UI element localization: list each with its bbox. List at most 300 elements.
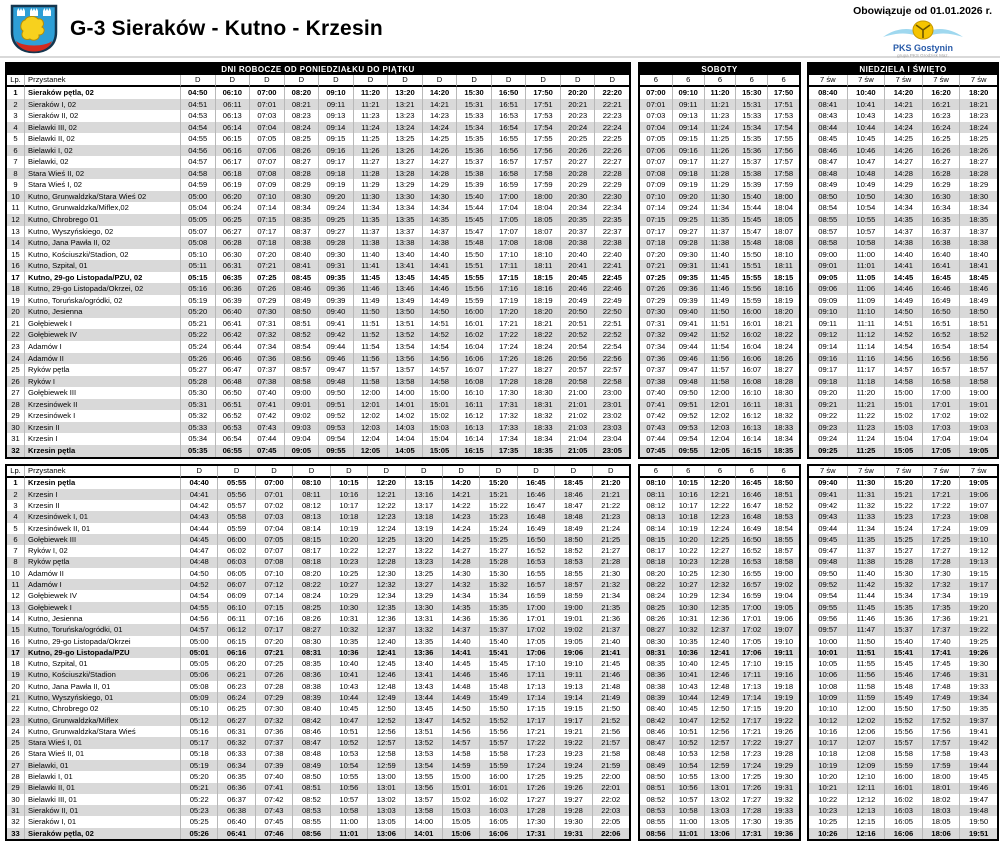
stop-name: Stara Wieś I, 02 (24, 179, 180, 191)
time-cell: 11:45 (704, 272, 736, 284)
time-cell: 14:54 (884, 341, 922, 353)
lp-cell: 5 (13, 134, 18, 144)
time-cell: 10:54 (847, 202, 885, 214)
group-header-band: SOBOTY (640, 64, 799, 75)
time-cell: 12:56 (704, 726, 736, 737)
time-cell: 15:45 (735, 214, 767, 226)
time-cell: 05:00 (180, 191, 215, 203)
time-cell: 13:29 (387, 179, 422, 191)
time-cell: 10:25 (330, 568, 367, 579)
time-cell: 07:38 (249, 376, 284, 388)
time-cell: 21:37 (592, 624, 629, 635)
time-cell: 16:13 (735, 422, 767, 434)
time-cell: 14:30 (442, 568, 479, 579)
time-cell: 16:28 (922, 168, 960, 180)
time-cell: 08:53 (640, 805, 672, 816)
time-cell: 04:40 (180, 478, 217, 489)
time-cell: 09:05 (818, 272, 838, 282)
time-cell: 16:50 (491, 87, 526, 99)
time-cell: 16:01 (884, 783, 922, 794)
time-cell: 12:24 (367, 523, 404, 534)
time-cell: 19:22 (767, 715, 799, 726)
time-cell: 17:16 (491, 283, 526, 295)
time-cell: 15:45 (456, 214, 491, 226)
time-cell: 11:49 (353, 295, 388, 307)
time-cell: 15:27 (479, 545, 516, 556)
time-cell: 18:57 (554, 579, 591, 590)
stop-name: Krzesinówek I (24, 410, 180, 422)
time-cell: 16:04 (735, 341, 767, 353)
time-cell: 13:26 (387, 145, 422, 157)
time-cell: 12:12 (847, 794, 885, 805)
time-cell: 13:35 (387, 214, 422, 226)
time-cell: 17:05 (735, 636, 767, 647)
timetable-grid (7, 75, 629, 457)
time-cell: 19:48 (959, 805, 997, 816)
time-cell: 17:27 (517, 794, 554, 805)
time-cell: 06:18 (215, 168, 250, 180)
time-cell: 10:16 (330, 489, 367, 500)
time-cell: 14:57 (422, 364, 457, 376)
time-cell: 07:38 (255, 749, 292, 760)
time-cell: 08:30 (646, 636, 666, 646)
time-cell: 12:06 (847, 726, 885, 737)
time-cell: 22:41 (594, 260, 629, 272)
time-cell: 16:04 (456, 341, 491, 353)
time-cell: 11:51 (353, 318, 388, 330)
time-cell: 12:11 (847, 783, 885, 794)
time-cell: 14:35 (884, 214, 922, 226)
stop-name: Kutno, 29-go Listopada/PZU (24, 647, 180, 658)
time-cell: 08:47 (640, 737, 672, 748)
time-cell: 08:15 (292, 534, 329, 545)
time-cell: 06:13 (215, 110, 250, 122)
time-cell: 13:36 (405, 647, 442, 658)
time-cell: 08:57 (284, 364, 319, 376)
time-cell: 16:02 (884, 794, 922, 805)
day-type-header: D (215, 75, 250, 87)
time-cell: 17:02 (922, 410, 960, 422)
time-cell: 10:06 (809, 670, 847, 681)
day-type-header: 7 św (884, 75, 922, 87)
time-cell: 22:38 (594, 237, 629, 249)
day-type-header: 6 (640, 75, 672, 87)
time-cell: 08:13 (640, 511, 672, 522)
time-cell: 17:02 (517, 624, 554, 635)
time-cell: 13:47 (405, 715, 442, 726)
time-cell: 05:56 (217, 489, 254, 500)
time-cell: 10:32 (672, 624, 704, 635)
day-type-header: D (491, 75, 526, 87)
time-cell: 18:07 (767, 226, 799, 238)
time-cell: 06:37 (217, 794, 254, 805)
time-cell: 18:49 (554, 523, 591, 534)
time-cell: 10:05 (818, 659, 838, 669)
time-cell: 16:06 (884, 828, 922, 839)
time-cell: 09:52 (318, 410, 353, 422)
time-cell: 12:56 (367, 726, 404, 737)
time-cell: 09:17 (318, 156, 353, 168)
time-cell: 05:22 (180, 329, 215, 341)
time-cell: 21:30 (592, 568, 629, 579)
time-cell: 16:06 (456, 353, 491, 365)
time-cell: 14:37 (884, 226, 922, 238)
time-cell: 15:36 (456, 145, 491, 157)
time-cell: 17:59 (767, 179, 799, 191)
time-cell: 19:21 (959, 613, 997, 624)
time-cell: 07:15 (640, 214, 672, 226)
time-cell: 17:13 (735, 681, 767, 692)
time-cell: 18:31 (767, 399, 799, 411)
time-cell: 13:41 (405, 670, 442, 681)
time-cell: 16:35 (922, 214, 960, 226)
time-cell: 06:40 (215, 306, 250, 318)
time-cell: 10:30 (672, 602, 704, 613)
time-cell: 19:11 (554, 670, 591, 681)
time-cell: 06:09 (217, 590, 254, 601)
time-cell: 14:40 (442, 636, 479, 647)
timetable-outbound (5, 62, 1000, 459)
time-cell: 13:23 (405, 557, 442, 568)
time-cell: 06:28 (215, 237, 250, 249)
time-cell: 18:57 (767, 545, 799, 556)
time-cell: 04:45 (180, 534, 217, 545)
time-cell: 12:45 (704, 658, 736, 669)
time-cell: 18:15 (767, 272, 799, 284)
stop-name: Kutno, Chrobrego 01 (24, 214, 180, 226)
time-cell: 15:01 (442, 783, 479, 794)
time-cell: 13:35 (405, 636, 442, 647)
time-cell: 11:21 (847, 399, 885, 411)
time-cell: 11:10 (847, 306, 885, 318)
time-cell: 17:05 (491, 214, 526, 226)
time-cell: 13:06 (367, 828, 404, 839)
day-type-header: 6 (640, 466, 672, 478)
time-cell: 13:02 (704, 794, 736, 805)
time-cell: 18:24 (959, 122, 997, 134)
time-cell: 20:46 (560, 283, 595, 295)
time-cell: 13:18 (405, 511, 442, 522)
time-cell: 23:04 (594, 433, 629, 445)
time-cell: 22:51 (594, 318, 629, 330)
time-cell: 08:17 (646, 546, 666, 556)
lp-cell: 15 (7, 624, 24, 635)
time-cell: 12:36 (704, 613, 736, 624)
time-cell: 15:44 (456, 202, 491, 214)
lp-cell: 3 (13, 111, 18, 121)
time-cell: 09:15 (672, 133, 704, 145)
day-type-header: D (517, 466, 554, 478)
time-cell: 07:25 (255, 658, 292, 669)
lp-cell: 28 (7, 399, 24, 411)
time-cell: 08:34 (284, 202, 319, 214)
time-cell: 10:48 (847, 168, 885, 180)
time-cell: 08:25 (640, 602, 672, 613)
time-cell: 10:58 (847, 237, 885, 249)
time-cell: 14:45 (442, 658, 479, 669)
time-cell: 14:49 (884, 295, 922, 307)
time-cell: 15:56 (884, 726, 922, 737)
time-cell: 17:25 (517, 771, 554, 782)
time-cell: 07:32 (249, 329, 284, 341)
time-cell: 07:21 (249, 260, 284, 272)
time-cell: 15:58 (884, 749, 922, 760)
time-cell: 18:34 (959, 202, 997, 214)
time-cell: 09:00 (284, 387, 319, 399)
day-type-header: 6 (704, 75, 736, 87)
time-cell: 07:36 (255, 726, 292, 737)
time-cell: 09:54 (318, 433, 353, 445)
time-cell: 19:22 (959, 624, 997, 635)
time-cell: 10:17 (672, 500, 704, 511)
time-cell: 06:44 (215, 341, 250, 353)
time-cell: 12:15 (847, 816, 885, 827)
time-cell: 17:06 (735, 647, 767, 658)
time-cell: 07:01 (255, 489, 292, 500)
stop-name: Ryków pętla (24, 364, 180, 376)
time-cell: 08:17 (292, 545, 329, 556)
time-cell: 15:34 (456, 122, 491, 134)
time-cell: 08:11 (640, 489, 672, 500)
time-cell: 22:00 (592, 771, 629, 782)
time-cell: 09:51 (672, 399, 704, 411)
valid-from-date: Obowiązuje od 01.01.2026 r. (853, 5, 992, 17)
time-cell: 08:24 (646, 591, 666, 601)
time-cell: 07:37 (646, 365, 666, 375)
time-cell: 05:05 (180, 214, 215, 226)
time-cell: 11:01 (847, 260, 885, 272)
time-cell: 08:49 (640, 760, 672, 771)
time-cell: 16:05 (884, 816, 922, 827)
time-cell: 11:47 (847, 624, 885, 635)
time-cell: 10:57 (672, 794, 704, 805)
day-type-header: D (353, 75, 388, 87)
time-cell: 08:47 (818, 157, 838, 167)
time-cell: 09:06 (809, 283, 847, 295)
time-cell: 12:01 (353, 399, 388, 411)
time-cell: 22:02 (592, 794, 629, 805)
time-cell: 08:39 (292, 692, 329, 703)
time-cell: 09:31 (672, 260, 704, 272)
time-cell: 10:41 (330, 670, 367, 681)
stop-name: Gołębiewek I (24, 318, 180, 330)
time-cell: 13:43 (405, 681, 442, 692)
time-cell: 11:45 (847, 602, 885, 613)
time-cell: 13:58 (387, 376, 422, 388)
lp-cell: 23 (7, 715, 24, 726)
time-cell: 07:04 (255, 523, 292, 534)
time-cell: 17:10 (735, 658, 767, 669)
time-cell: 08:45 (284, 272, 319, 284)
time-cell: 10:45 (330, 703, 367, 714)
time-cell: 10:36 (672, 647, 704, 658)
time-cell: 04:57 (180, 156, 215, 168)
time-cell: 19:00 (554, 602, 591, 613)
time-cell: 11:12 (847, 329, 885, 341)
time-cell: 09:55 (318, 445, 353, 457)
time-cell: 10:22 (330, 545, 367, 556)
pks-wings-icon (881, 20, 965, 44)
lp-cell: 10 (11, 568, 20, 578)
time-cell: 15:35 (735, 133, 767, 145)
time-cell: 07:38 (640, 376, 672, 388)
time-cell: 10:47 (672, 715, 704, 726)
time-cell: 17:55 (767, 133, 799, 145)
time-cell: 07:43 (640, 422, 672, 434)
day-type-header: D (456, 75, 491, 87)
time-cell: 16:59 (517, 590, 554, 601)
time-cell: 11:11 (847, 318, 885, 330)
time-cell: 16:07 (456, 364, 491, 376)
time-cell: 08:27 (292, 624, 329, 635)
time-cell: 19:18 (767, 681, 799, 692)
time-cell: 12:00 (353, 387, 388, 399)
time-cell: 07:45 (255, 816, 292, 827)
time-cell: 09:09 (818, 295, 838, 305)
time-cell: 14:01 (387, 399, 422, 411)
time-cell: 05:26 (180, 828, 217, 839)
time-cell: 16:25 (922, 133, 960, 145)
lp-cell: 32 (7, 445, 24, 457)
time-cell: 20:25 (560, 133, 595, 145)
time-cell: 14:26 (884, 145, 922, 157)
time-cell: 17:22 (922, 500, 960, 511)
time-cell: 05:34 (180, 433, 215, 445)
lp-cell: 4 (7, 511, 24, 522)
time-cell: 08:55 (646, 817, 666, 827)
time-cell: 16:51 (491, 99, 526, 111)
time-cell: 17:30 (491, 387, 526, 399)
time-cell: 05:21 (180, 318, 215, 330)
time-cell: 05:19 (180, 760, 217, 771)
time-cell: 06:54 (215, 433, 250, 445)
time-cell: 19:15 (767, 658, 799, 669)
time-cell: 06:10 (217, 602, 254, 613)
time-cell: 16:00 (884, 771, 922, 782)
time-cell: 08:52 (646, 794, 666, 804)
time-cell: 18:21 (959, 99, 997, 111)
time-cell: 10:16 (818, 726, 838, 736)
time-cell: 08:39 (640, 692, 672, 703)
time-cell: 04:42 (180, 500, 217, 511)
time-cell: 11:28 (353, 168, 388, 180)
time-cell: 11:20 (353, 87, 388, 99)
time-cell: 15:46 (479, 670, 516, 681)
time-cell: 06:50 (215, 387, 250, 399)
time-cell: 20:34 (560, 202, 595, 214)
time-cell: 06:34 (217, 760, 254, 771)
time-cell: 18:08 (525, 237, 560, 249)
time-cell: 09:18 (318, 168, 353, 180)
time-cell: 09:36 (672, 283, 704, 295)
time-cell: 17:53 (767, 110, 799, 122)
time-cell: 13:03 (367, 805, 404, 816)
time-cell: 11:40 (704, 249, 736, 261)
time-cell: 10:49 (847, 179, 885, 191)
lp-cell: 24 (11, 726, 20, 736)
time-cell: 11:46 (353, 283, 388, 295)
time-cell: 19:16 (767, 670, 799, 681)
time-cell: 19:29 (767, 760, 799, 771)
time-cell: 13:44 (405, 692, 442, 703)
time-cell: 15:56 (735, 283, 767, 295)
time-cell: 09:56 (818, 613, 838, 623)
time-cell: 06:41 (217, 828, 254, 839)
stop-name: Kutno, Kościuszki/Stadion, 02 (24, 249, 180, 261)
time-cell: 15:55 (456, 272, 491, 284)
time-cell: 12:52 (704, 715, 736, 726)
stop-name: Adamów II (24, 568, 180, 579)
time-cell: 11:38 (847, 557, 885, 568)
time-cell: 17:08 (491, 237, 526, 249)
time-cell: 13:49 (387, 295, 422, 307)
time-cell: 05:07 (180, 226, 215, 238)
time-cell: 12:49 (367, 692, 404, 703)
time-cell: 18:26 (767, 353, 799, 365)
time-cell: 21:46 (592, 670, 629, 681)
time-cell: 07:04 (249, 122, 284, 134)
time-cell: 22:52 (594, 329, 629, 341)
time-cell: 05:19 (180, 295, 215, 307)
time-cell: 14:58 (422, 376, 457, 388)
time-cell: 04:55 (180, 133, 215, 145)
time-cell: 08:38 (646, 681, 666, 691)
time-cell: 16:48 (517, 511, 554, 522)
time-cell: 19:06 (959, 489, 997, 500)
time-cell: 12:20 (367, 478, 404, 489)
time-cell: 07:16 (255, 613, 292, 624)
stop-name: Kutno, Grunwaldzka/Miflex,02 (24, 202, 180, 214)
time-cell: 18:02 (922, 794, 960, 805)
time-cell: 11:29 (353, 179, 388, 191)
time-cell: 08:50 (284, 306, 319, 318)
time-cell: 15:04 (884, 433, 922, 445)
time-cell: 14:48 (442, 681, 479, 692)
time-cell: 17:34 (922, 590, 960, 601)
time-cell: 08:11 (292, 489, 329, 500)
time-cell: 17:58 (922, 749, 960, 760)
time-cell: 08:48 (646, 749, 666, 759)
time-cell: 07:39 (255, 760, 292, 771)
lp-cell: 13 (11, 226, 20, 236)
time-cell: 14:00 (405, 816, 442, 827)
time-cell: 09:55 (809, 602, 847, 613)
time-cell: 16:30 (922, 191, 960, 203)
time-cell: 15:22 (479, 500, 516, 511)
time-cell: 11:55 (847, 658, 885, 669)
time-cell: 18:24 (525, 341, 560, 353)
time-cell: 10:57 (330, 794, 367, 805)
time-cell: 11:21 (353, 99, 388, 111)
time-cell: 19:10 (959, 534, 997, 545)
time-cell: 19:31 (554, 828, 591, 839)
time-cell: 19:04 (959, 433, 997, 445)
time-cell: 07:26 (640, 283, 672, 295)
time-cell: 15:44 (735, 202, 767, 214)
time-cell: 08:50 (646, 772, 666, 782)
time-cell: 15:34 (735, 122, 767, 134)
time-cell: 16:29 (922, 179, 960, 191)
time-cell: 13:32 (405, 624, 442, 635)
time-cell: 15:23 (884, 511, 922, 522)
day-type-header: 7 św (847, 75, 885, 87)
lp-cell: 6 (7, 145, 24, 157)
time-cell: 15:33 (735, 110, 767, 122)
stop-name: Bielawki, 01 (24, 760, 180, 771)
lp-cell: 14 (7, 237, 24, 249)
time-cell: 07:07 (255, 545, 292, 556)
time-cell: 08:49 (292, 760, 329, 771)
